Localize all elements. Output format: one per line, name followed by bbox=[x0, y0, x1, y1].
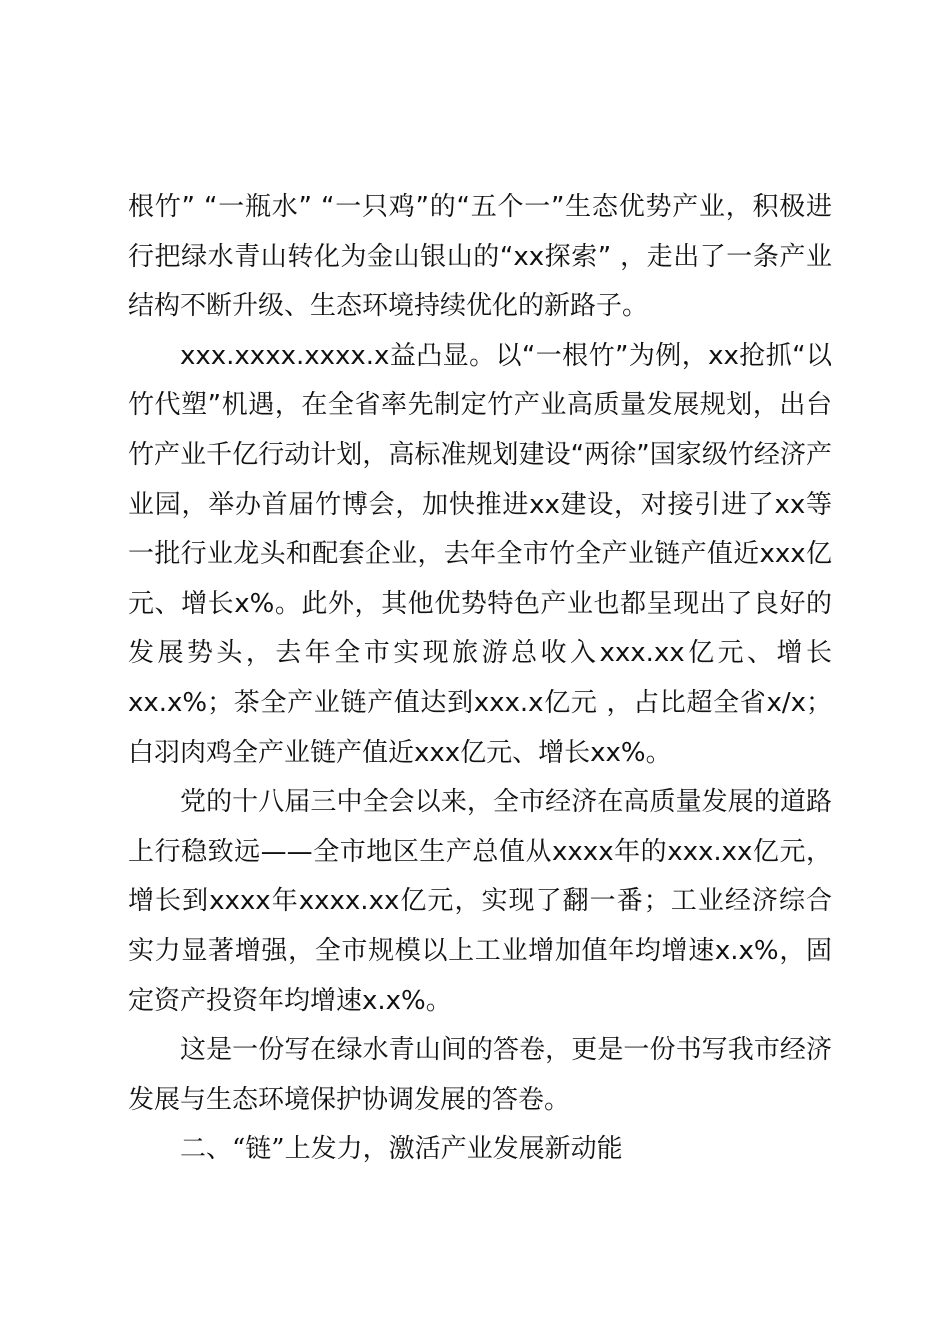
paragraph-bamboo-industry: xxx.xxxx.xxxx.x益凸显。以“一根竹”为例，xx抢抓“以竹代塑”机遇，在全省率先制定竹产业高质量发展规划，出台竹产业千亿行动计划，高标准规划建设“两徐”国家级竹经济产业园，举办首届竹博会，加快推进xx建设，对接引进了xx等一批行业龙头和配套企业，去年全市竹全产业链产值近xxx亿元、增长x%。此外，其他优势特色产业也都呈现出了良好的发展势头，去年全市实现旅游总收入xxx.xx亿元、增长xx.x%；茶全产业链产值达到xxx.x亿元 ，占比超全省x/x；白羽肉鸡全产业链产值近xxx亿元、增长xx%。 bbox=[128, 340, 832, 768]
paragraph-economic-growth: 党的十八届三中全会以来，全市经济在高质量发展的道路上行稳致远——全市地区生产总值从xxxx年的xxx.xx亿元，增长到xxxx年xxxx.xx亿元，实现了翻一番；工业经济综合实力显著增强，全市规模以上工业增加值年均增速x.x%，固定资产投资年均增速x.x%。 bbox=[128, 787, 832, 1016]
paragraph-summary: 这是一份写在绿水青山间的答卷，更是一份书写我市经济发展与生态环境保护协调发展的答卷。 bbox=[128, 1035, 832, 1115]
section-heading: 二、“链”上发力，激活产业发展新动能 bbox=[180, 1134, 623, 1165]
document-body bbox=[128, 183, 832, 1175]
paragraph-continuation: 根竹” “一瓶水” “一只鸡”的“五个一”生态优势产业，积极进行把绿水青山转化为金山银山的“xx探索” ，走出了一条产业结构不断升级、生态环境持续优化的新路子。 bbox=[128, 192, 832, 322]
